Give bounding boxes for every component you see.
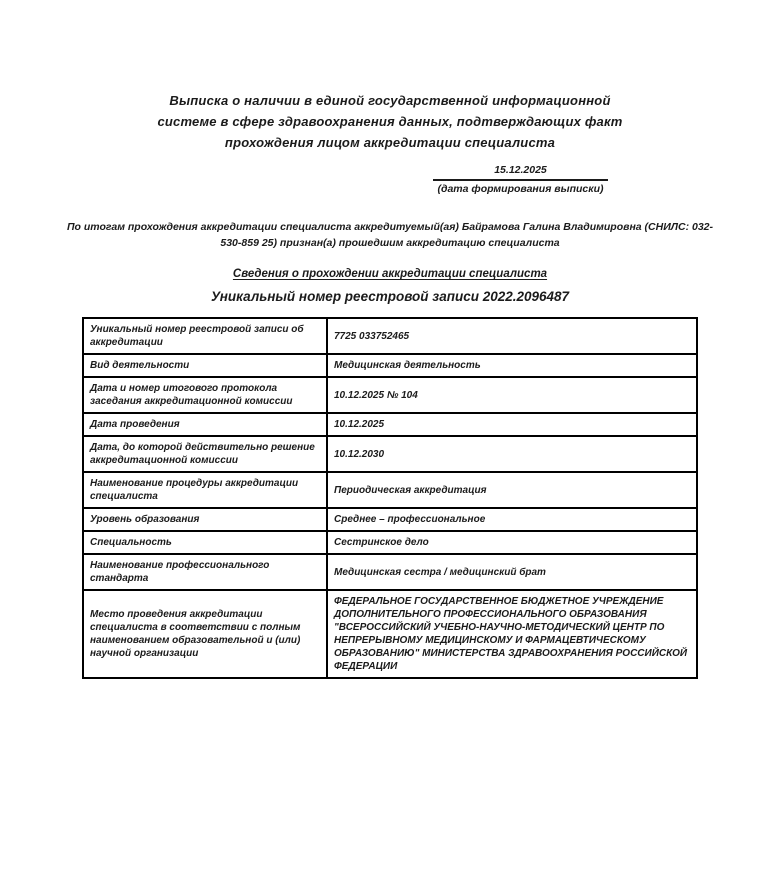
row-label: Наименование процедуры аккредитации специалиста [83, 472, 327, 508]
section-heading: Сведения о прохождении аккредитации специалиста [232, 268, 548, 280]
table-row-specialty [83, 531, 697, 554]
table-row-education-level [83, 508, 697, 531]
row-label: Дата, до которой действительно решение аккредитационной комиссии [83, 436, 327, 472]
row-label: Уникальный номер реестровой записи об аккредитации [83, 318, 327, 354]
table-row-protocol [83, 377, 697, 413]
row-value: Сестринское дело [327, 531, 697, 554]
row-value: Среднее – профессиональное [327, 508, 697, 531]
row-label: Дата и номер итогового протокола заседания аккредитационной комиссии [83, 377, 327, 413]
table-row-activity-type [83, 354, 697, 377]
document-title-line: прохождения лицом аккредитации специалиста [224, 135, 556, 150]
row-value: 10.12.2025 [327, 413, 697, 436]
row-label: Вид деятельности [83, 354, 327, 377]
row-value: Медицинская деятельность [327, 354, 697, 377]
document-title-line: Выписка о наличии в единой государственной информационной [169, 93, 611, 108]
row-value: Медицинская сестра / медицинский брат [327, 554, 697, 590]
row-label: Наименование профессионального стандарта [83, 554, 327, 590]
document-title [0, 90, 780, 153]
row-value: 10.12.2030 [327, 436, 697, 472]
table-row-valid-until [83, 436, 697, 472]
row-value: 7725 033752465 [327, 318, 697, 354]
table-row-accreditation-place [83, 590, 697, 678]
row-label: Специальность [83, 531, 327, 554]
registry-number-heading: Уникальный номер реестровой записи 2022.2096487 [210, 289, 570, 304]
document-title-line: системе в сфере здравоохранения данных, подтверждающих факт [157, 114, 623, 129]
extract-date: 15.12.2025 [433, 164, 608, 181]
row-label: Место проведения аккредитации специалиста в соответствии с полным наименованием образовательной и (или) научной организации [83, 590, 327, 678]
row-value: 10.12.2025 № 104 [327, 377, 697, 413]
intro-paragraph: По итогам прохождения аккредитации специалиста аккредитуемый(ая) Байрамова Галина Владимировна (СНИЛС: 032-530-859 25) признан(а) прошедшим аккредитацию специалиста [66, 221, 713, 249]
table-row-date-held [83, 413, 697, 436]
accreditation-details-table [82, 317, 698, 679]
table-row-registry-number [83, 318, 697, 354]
row-value: Периодическая аккредитация [327, 472, 697, 508]
extract-date-block [433, 164, 608, 196]
row-value: ФЕДЕРАЛЬНОЕ ГОСУДАРСТВЕННОЕ БЮДЖЕТНОЕ УЧРЕЖДЕНИЕ ДОПОЛНИТЕЛЬНОГО ПРОФЕССИОНАЛЬНОГО ОБРАЗОВАНИЯ "ВСЕРОССИЙСКИЙ УЧЕБНО-НАУЧНО-МЕТОДИЧЕСКИЙ ЦЕНТР ПО НЕПРЕРЫВНОМУ МЕДИЦИНСКОМУ И ФАРМАЦЕВТИЧЕСКОМУ ОБРАЗОВАНИЮ" МИНИСТЕРСТВА ЗДРАВООХРАНЕНИЯ РОССИЙСКОЙ ФЕДЕРАЦИИ [327, 590, 697, 678]
extract-date-caption: (дата формирования выписки) [437, 183, 604, 195]
row-label: Уровень образования [83, 508, 327, 531]
row-label: Дата проведения [83, 413, 327, 436]
table-row-procedure-name [83, 472, 697, 508]
table-row-professional-standard [83, 554, 697, 590]
